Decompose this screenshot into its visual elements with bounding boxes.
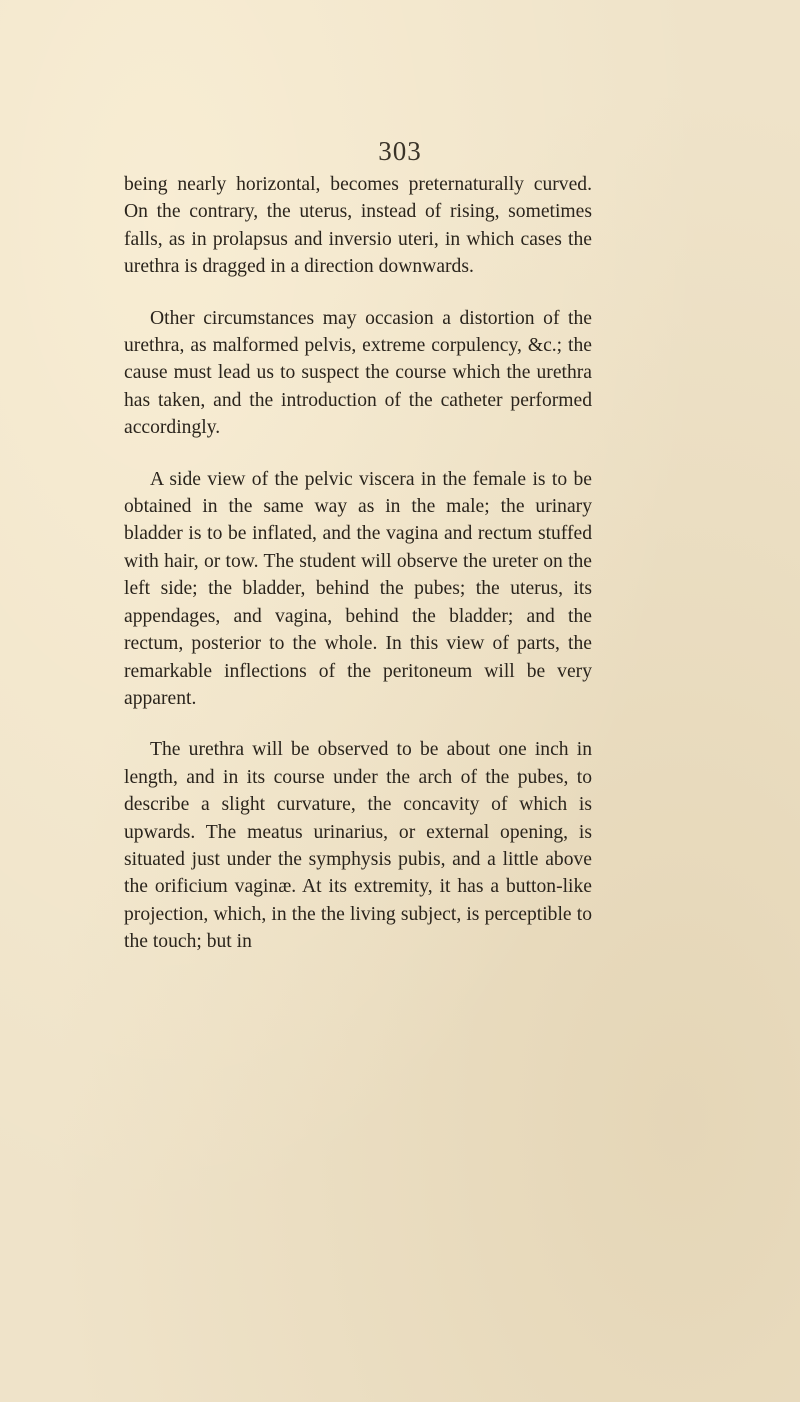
paragraph-continuation: being nearly horizontal, becomes preternaturally curved. On the contrary, the uterus, instead of rising, sometimes falls, as in prolapsus and inversio uteri, in which cases the urethra is dragged in a direction downwards. — [124, 174, 592, 278]
paragraph-urethra-distortion: Other circumstances may occasion a distortion of the urethra, as malformed pelvis, extreme corpulency, &c.; the cause must lead us to suspect the course which the urethra has taken, and the introduction of the catheter performed accordingly. — [124, 307, 592, 439]
page-number: 303 — [378, 136, 422, 166]
paragraph-urethra-description: The urethra will be observed to be about one inch in length, and in its course under the arch of the pubes, to describe a slight curvature, the concavity of which is upwards. The meatus urinarius, or external opening, is situated just under the symphysis pubis, and a little above the orificium vaginæ. At its extremity, it has a button-like projection, which, in the the living subject, is perceptible to the touch; but in — [124, 739, 592, 953]
page-body — [124, 171, 592, 956]
paragraph-side-view: A side view of the pelvic viscera in the female is to be obtained in the same way as in the male; the urinary bladder is to be inflated, and the vagina and rectum stuffed with hair, or tow. The student will observe the ureter on the left side; the bladder, behind the pubes; the uterus, its appendages, and vagina, behind the bladder; and the rectum, posterior to the whole. In this view of parts, the remarkable inflections of the peritoneum will be very apparent. — [124, 468, 592, 709]
